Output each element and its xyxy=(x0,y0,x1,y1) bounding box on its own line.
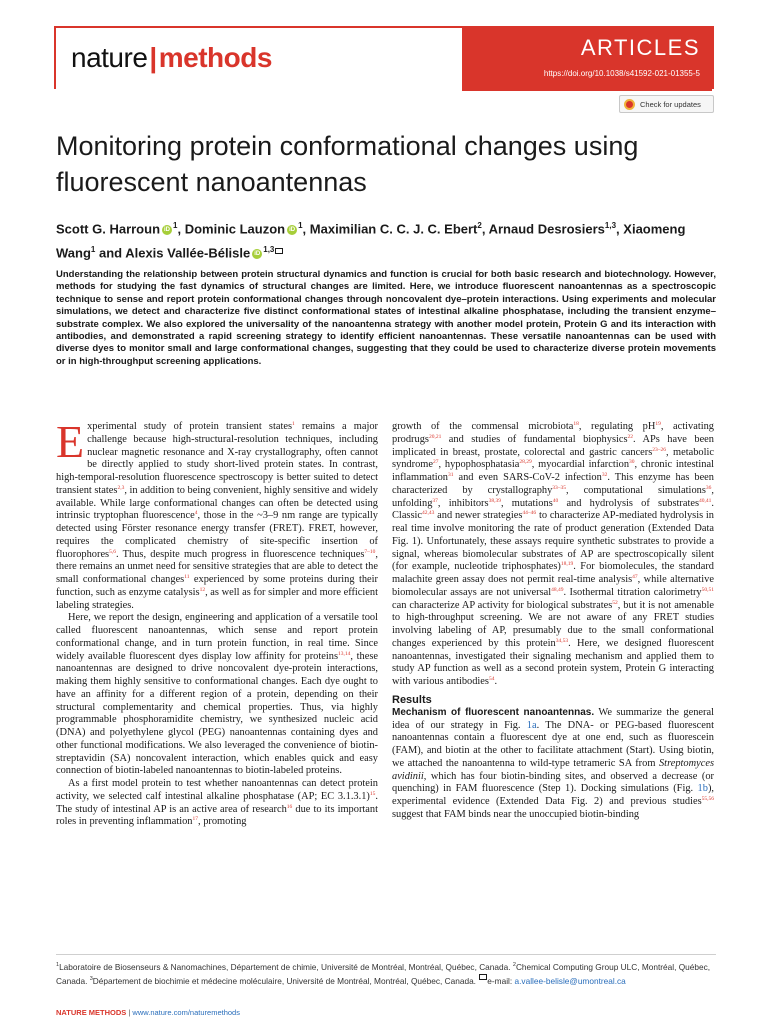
body-text: , those in the ~3–9 nm range are typically detected using Förster resonance energy transfer (FRET). FRET, however, requires the complicated chemistry of site-specific insertion of fluorophores xyxy=(56,510,378,560)
citation-ref[interactable]: 4 xyxy=(194,510,198,517)
citation-ref[interactable]: 18,19 xyxy=(560,561,574,568)
body-text: , inhibitors xyxy=(437,497,489,509)
article-type: ARTICLES xyxy=(580,35,700,60)
check-for-updates-button[interactable] xyxy=(619,95,714,113)
body-text: , promoting xyxy=(198,816,247,828)
body-text: . Thus, despite much progress in fluorescence techniques xyxy=(115,548,365,560)
citation-ref[interactable]: 44–46 xyxy=(522,510,537,517)
orcid-icon[interactable]: iD xyxy=(164,226,171,233)
author-name[interactable]: Maximilian C. C. J. C. Ebert xyxy=(309,221,478,237)
body-text: suggest that FAM binds near the unoccupied biotin-binding xyxy=(392,808,640,820)
author-affiliation-marker: 2 xyxy=(477,221,482,230)
author-name[interactable]: Arnaud Desrosiers xyxy=(488,221,605,237)
body-paragraph xyxy=(56,778,378,829)
body-text: , computational simulations xyxy=(566,484,706,496)
journal-header xyxy=(54,26,714,89)
body-text: . xyxy=(494,676,498,687)
body-text: . APs have been implicated in breast, prostate, colorectal and gastric cancers xyxy=(392,433,714,458)
body-text: , while alternative biomolecular assays are not universal xyxy=(392,574,714,598)
body-text: can characterize AP activity for biological substrates xyxy=(392,599,613,611)
citation-ref[interactable]: 38,39 xyxy=(488,497,501,504)
affiliation-marker: 2 xyxy=(512,962,516,968)
body-text: . The DNA- or PEG-based fluorescent nanoantennas contain a fluorescent dye at one end, such as fluorescein (FAM), and biotin at the other to facilitate attachment (Start). Using biotin, we attached the nanoantenna to wild-type tetrameric SA from xyxy=(392,719,714,769)
author-affiliation-marker: 1 xyxy=(173,221,178,230)
body-text: As a first model protein to test whether nanoantennas can detect protein activity, we selected calf intestinal alkaline phosphatase (AP; EC 3.1.3.1) xyxy=(56,778,378,802)
body-paragraph xyxy=(56,612,378,778)
affiliation-2: Chemical Computing Group ULC, Montréal, Québec, Canada. xyxy=(56,961,711,987)
citation-ref[interactable]: 30 xyxy=(629,459,635,466)
author-affiliation-marker: 1,3 xyxy=(604,221,617,230)
author-separator: , xyxy=(302,221,310,237)
article-title: Monitoring protein conformational changes using fluorescent nanoantennas xyxy=(56,131,639,197)
author-name[interactable]: Dominic Lauzon xyxy=(184,221,286,237)
author-affiliation-marker: 1,3 xyxy=(263,245,275,255)
email-icon xyxy=(479,974,487,980)
orcid-icon[interactable]: iD xyxy=(289,226,296,233)
figure-link[interactable]: 1b xyxy=(697,783,708,795)
body-paragraph xyxy=(392,421,714,689)
citation-ref[interactable]: 48,49 xyxy=(551,586,564,593)
citation-ref[interactable]: 33–35 xyxy=(552,484,567,491)
article-type-banner xyxy=(462,28,712,91)
body-text: , there remains an unmet need for sensitive strategies that are able to detect the small conformational changes xyxy=(56,548,378,585)
abstract: Understanding the relationship between protein structural dynamics and function is crucial for both basic research and biotechnology. However, methods for studying the fast dynamics of structural changes are limited. Here, we introduce fluorescent nanoantennas as a spectroscopic technique to sense and report protein conformational changes through noncovalent dye–protein interactions. Using experiments and molecular simulations, we detect and characterize five distinct conformational states of intestinal alkaline phosphatase, including the transient enzyme–substrate complex. We also explored the universality of the nanoantenna strategy with another model protein, Protein G and its interaction with antibodies, and demonstrated a rapid screening strategy to identify efficient nanoantennas. These versatile nanoantennas can be used with diverse dyes to monitor small and large conformational changes, suggesting that they could be used to characterize diverse protein movements or in high-throughput screening applications. xyxy=(56,269,716,367)
footnote-divider xyxy=(56,954,716,955)
body-column-left xyxy=(56,416,379,829)
check-updates-icon xyxy=(624,99,635,110)
body-text: . For biomolecules, the standard malachite green assay does not permit real-time analysis xyxy=(392,561,714,585)
journal-name-methods: methods xyxy=(158,42,272,73)
body-text: experienced by some proteins during their function, such as enzyme catalysis xyxy=(56,574,378,598)
citation-ref[interactable]: 40 xyxy=(552,497,559,504)
citation-ref[interactable]: 36 xyxy=(705,484,712,491)
orcid-icon[interactable]: iD xyxy=(254,251,261,258)
body-text: xperimental study of protein transient states xyxy=(87,421,293,432)
subsection-heading: Mechanism of fluorescent nanoantennas. xyxy=(392,706,595,718)
citation-ref[interactable]: 23–26 xyxy=(652,446,667,453)
citation-ref[interactable]: 28,29 xyxy=(519,459,532,466)
body-text: , unfolding xyxy=(392,484,714,509)
citation-ref[interactable]: 37 xyxy=(432,497,438,504)
body-text: growth of the commensal microbiota xyxy=(392,421,574,432)
body-text: , myocardial infarction xyxy=(531,459,630,471)
citation-ref[interactable]: 50,51 xyxy=(701,586,714,593)
body-text: . Classic xyxy=(392,497,715,522)
affiliations-footnote xyxy=(56,959,716,988)
citation-ref[interactable]: 27 xyxy=(432,459,439,466)
author-affiliation-marker: 1 xyxy=(298,221,303,230)
body-text: . This enzyme has been characterized by crystallography xyxy=(392,472,714,496)
body-text: , in addition to being convenient, highly sensitive and widely available. While large conformational changes can often be detected using intrinsic tryptophan fluorescence xyxy=(56,484,379,522)
body-text: , activating prodrugs xyxy=(392,421,714,445)
body-text: to characterize AP-mediated hydrolysis in real time involve monitoring the rate of product generation (Extended Data Fig. 1). Unfortunately, these assays require synthetic substrates to provide a signal, whereas biomolecular substrates of AP are spectroscopically silent (for example, nucleotide triphosphates) xyxy=(392,510,715,573)
doi-link[interactable]: https://doi.org/10.1038/s41592-021-01355-5 xyxy=(543,69,700,79)
citation-ref[interactable]: 18 xyxy=(573,421,579,427)
author-separator: , xyxy=(481,221,489,237)
author-name[interactable]: Alexis Vallée-Bélisle xyxy=(125,245,251,261)
body-text: , which has four biotin-binding sites, and observed a decrease (or quenching) in FAM fluorescence (Step 1). Docking simulations (Fig. xyxy=(392,770,714,795)
email-label: e-mail: xyxy=(487,976,513,987)
body-text: and hydrolysis of substrates xyxy=(558,497,700,509)
citation-ref[interactable]: 47 xyxy=(632,574,638,580)
footer-journal-name: NATURE METHODS xyxy=(56,1008,127,1017)
author-separator: , xyxy=(177,221,185,237)
citation-ref[interactable]: 5,6 xyxy=(109,548,116,555)
citation-ref[interactable]: 31 xyxy=(447,472,454,478)
footer-separator: | xyxy=(126,1008,133,1017)
drop-cap: E xyxy=(56,416,85,467)
citation-ref[interactable]: 52 xyxy=(612,599,618,606)
citation-ref[interactable]: 16 xyxy=(286,803,293,810)
affiliation-marker: 3 xyxy=(89,976,93,983)
body-text: , hypophosphatasia xyxy=(438,459,520,471)
author-name[interactable]: Xiaomeng Wang xyxy=(56,221,686,261)
section-heading: Results xyxy=(392,693,432,706)
body-paragraph xyxy=(392,707,714,822)
citation-ref[interactable]: 40,41 xyxy=(699,497,712,504)
body-text: , regulating pH xyxy=(578,421,656,432)
citation-ref[interactable]: 13,14 xyxy=(338,650,351,657)
body-text: , metabolic syndrome xyxy=(392,446,714,471)
body-column-right xyxy=(392,421,714,822)
citation-ref[interactable]: 7–10 xyxy=(364,548,376,555)
citation-ref[interactable]: 11 xyxy=(184,574,190,580)
body-text: remains a major challenge because high-structural-resolution techniques, including nuclear magnetic resonance and X-ray crystallography, often cannot be directly applied to study short-lived protein states. In contrast, high-temporal-resolution fluorescence spectroscopy is better suited to detect transient states xyxy=(56,421,378,496)
citation-ref[interactable]: 54 xyxy=(488,676,495,682)
author-affiliation-marker: 1 xyxy=(90,245,96,255)
citation-ref[interactable]: 1 xyxy=(292,421,295,427)
body-paragraph xyxy=(56,416,379,612)
author-separator: , xyxy=(616,221,624,237)
corresponding-author-icon[interactable] xyxy=(275,248,283,254)
body-text: . Here, we designed fluorescent nanoantennas, investigated their signaling mechanism and applied them to study AP function as well as a second protein system, Protein G interacting with various antibodies xyxy=(392,637,714,687)
journal-logo[interactable] xyxy=(56,28,272,89)
citation-ref[interactable]: 34,53 xyxy=(555,637,569,644)
citation-ref[interactable]: 22 xyxy=(627,433,634,440)
footer-journal-url[interactable]: www.nature.com/naturemethods xyxy=(132,1008,240,1017)
affiliation-marker: 1 xyxy=(56,962,60,968)
body-text: , chronic intestinal inflammation xyxy=(392,459,714,483)
author-list xyxy=(56,215,716,264)
citation-ref[interactable]: 2,3 xyxy=(117,484,125,491)
body-text: . Isothermal titration calorimetry xyxy=(563,586,702,598)
body-text: . The study of intestinal AP is an active area of research xyxy=(56,790,378,815)
citation-ref[interactable]: 17 xyxy=(192,816,198,823)
author-separator: and xyxy=(95,245,126,261)
body-text: , mutations xyxy=(500,497,553,509)
page-footer xyxy=(56,1008,240,1017)
body-text: , but it is not amenable to high-throughput screening. We are not aware of any FRET studies involving labeling of AP, presumably due to the small conformational changes experienced by this protein xyxy=(392,599,715,649)
citation-ref[interactable]: 20,21 xyxy=(428,433,442,440)
citation-ref[interactable]: 12 xyxy=(199,586,206,593)
body-text: , these nanoantennas are designed to drive noncovalent dye-protein interactions, making them highly sensitive to conformational changes. Each dye ought to have an affinity for a different region of a protein, depending on their structural complementarity and chemical properties. Thus, via highly programmable phosphoramidite chemistry, we synthesized nucleic acid (DNA) and polyethylene glycol (PEG) nanoantennas containing dyes and other functional modifications. We also leveraged the convenience of biotin-streptavidin (SA) noncovalent interaction, which enables quick and easy connection of biotin-labeled nanoantennas to biotin-labeled proteins. xyxy=(56,650,378,777)
citation-ref[interactable]: 15 xyxy=(369,790,376,797)
corresponding-email-link[interactable]: a.vallee-belisle@umontreal.ca xyxy=(514,976,626,987)
citation-ref[interactable]: 32 xyxy=(601,472,608,478)
figure-link[interactable]: 1a xyxy=(526,719,537,731)
body-text: and newer strategies xyxy=(434,510,523,522)
body-text: , as well as for simpler and more efficient labeling strategies. xyxy=(56,586,379,611)
check-updates-label: Check for updates xyxy=(640,99,701,109)
body-text: Here, we report the design, engineering and application of a versatile tool called fluorescent nanoantennas, which sense and report protein conformational change, and in turn protein function, in real time. Since widely available fluorescent dyes display low affinity for proteins xyxy=(56,612,378,662)
body-text: and even SARS-CoV-2 infection xyxy=(453,472,602,483)
body-text: and studies of fundamental biophysics xyxy=(441,433,628,445)
affiliation-1: Laboratoire de Biosenseurs & Nanomachines, Département de chimie, Université de Montréal, Montréal, Québec, Canada. xyxy=(59,961,513,972)
citation-ref[interactable]: 42,43 xyxy=(422,510,435,517)
body-text: We summarize the general idea of our strategy in Fig. xyxy=(392,706,714,731)
body-text: due to its important roles in preventing inflammation xyxy=(56,803,378,828)
citation-ref[interactable]: 19 xyxy=(655,421,661,427)
body-text: ), experimental evidence (Extended Data Fig. 2) and previous studies xyxy=(392,783,714,807)
citation-ref[interactable]: 55,56 xyxy=(701,796,714,802)
affiliation-3: Département de biochimie et médecine moléculaire, Université de Montréal, Montréal, Québec, Canada. xyxy=(92,976,479,987)
author-name[interactable]: Scott G. Harroun xyxy=(56,221,161,237)
journal-name-separator: | xyxy=(149,42,157,73)
species-name: Streptomyces avidinii xyxy=(392,757,714,782)
journal-name-nature: nature xyxy=(71,42,148,73)
